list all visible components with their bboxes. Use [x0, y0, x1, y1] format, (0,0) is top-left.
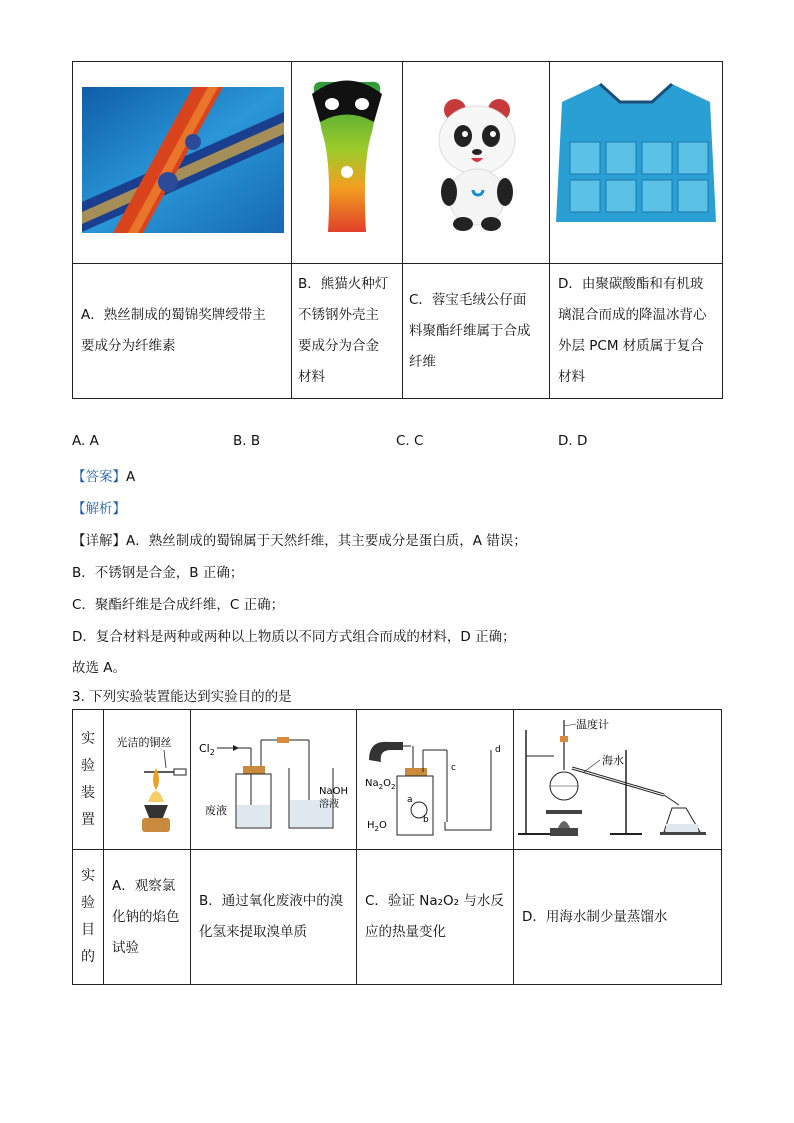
label-d: d — [495, 745, 501, 755]
option-d-line-4: 材料 — [558, 369, 585, 385]
cl2-subscript: 2 — [209, 748, 215, 757]
label-c: c — [451, 763, 456, 773]
seawater-label: 海水 — [602, 754, 624, 767]
purpose-d-cell — [514, 850, 722, 985]
option-b-line-4: 材料 — [298, 369, 325, 385]
na2o2-label — [365, 778, 395, 791]
purpose-a-cell — [104, 850, 191, 985]
o-subscript: 2 — [390, 783, 396, 791]
detail-text-1: A．熟丝制成的蜀锦属于天然纤维，其主要成分是蛋白质，A 错误； — [126, 533, 527, 549]
option-d-cell — [550, 264, 723, 399]
option-b-line-1: B．熊猫火种灯 — [298, 276, 389, 292]
option-b-line-2: 不锈钢外壳主 — [298, 307, 379, 323]
image-cell-b — [292, 62, 403, 264]
label-a: a — [407, 795, 413, 805]
answer-line — [72, 465, 135, 485]
apparatus-b-cell — [191, 710, 357, 850]
option-a-line-1: A．熟丝制成的蜀锦奖牌绶带主 — [81, 307, 266, 323]
copper-wire-label: 光洁的铜丝 — [116, 736, 172, 749]
detail-label: 【详解】 — [72, 533, 126, 549]
answer-label: 【答案】 — [72, 469, 126, 485]
header-char: 装 — [81, 784, 95, 801]
thermometer-label: 温度计 — [576, 718, 609, 731]
option-d-line-1: D．由聚碳酸酯和有机玻 — [558, 276, 704, 292]
option-b-cell — [292, 264, 403, 399]
naoh-solution-label: 溶液 — [319, 799, 339, 810]
option-a-line-2: 要成分为纤维素 — [81, 338, 176, 354]
purpose-c-line-2: 应的热量变化 — [365, 924, 446, 940]
detail-line-1 — [72, 529, 527, 549]
waste-label: 废液 — [205, 804, 227, 817]
h-text: H — [367, 820, 375, 831]
naoh-label: NaOH — [319, 786, 348, 797]
label-b: b — [423, 815, 429, 825]
answer-value: A — [126, 469, 136, 485]
apparatus-d-cell — [514, 710, 722, 850]
rongbao-plush-toy-image — [403, 62, 549, 259]
option-a-cell — [73, 264, 292, 399]
question-3-title: 3. 下列实验装置能达到实验目的的是 — [72, 689, 292, 705]
purpose-c-line-1: C．验证 Na₂O₂ 与水反 — [365, 893, 504, 909]
option-d-line-3: 外层 PCM 材质属于复合 — [558, 338, 704, 354]
option-c-cell — [403, 264, 550, 399]
purpose-a-line-2: 化钠的焰色 — [112, 908, 180, 925]
choice-a: A. A — [72, 433, 99, 449]
q2-options-table — [72, 61, 723, 399]
h2o-label — [367, 820, 387, 833]
apparatus-a-cell — [104, 710, 191, 850]
detail-line-2: B．不锈钢是合金，B 正确； — [72, 565, 244, 581]
option-c-line-3: 纤维 — [409, 353, 436, 370]
na2o2-water-apparatus — [357, 710, 513, 845]
h2o-o-text: O — [379, 820, 387, 831]
header-char: 置 — [81, 811, 95, 828]
option-d-line-2: 璃混合而成的降温冰背心 — [558, 307, 707, 323]
image-cell-d — [550, 62, 723, 264]
purpose-a-line-3: 试验 — [112, 939, 139, 956]
option-c-line-1: C．蓉宝毛绒公仔面 — [409, 291, 527, 308]
cl2-label — [199, 742, 215, 757]
detail-line-4: D．复合材料是两种或两种以上物质以不同方式组合而成的材料，D 正确； — [72, 629, 516, 645]
flame-test-apparatus — [104, 710, 190, 845]
panda-torch-lamp-image — [292, 62, 402, 259]
option-c-line-2: 料聚酯纤维属于合成 — [409, 322, 531, 339]
header-char: 的 — [81, 949, 95, 965]
choice-c: C. C — [396, 433, 424, 449]
o-text: O — [383, 778, 391, 789]
cooling-vest-image — [550, 62, 722, 259]
distillation-apparatus — [514, 710, 721, 845]
cl2-text: Cl — [199, 742, 210, 755]
header-char: 验 — [81, 757, 95, 774]
purpose-d-line-1: D．用海水制少量蒸馏水 — [522, 908, 668, 925]
choice-b: B. B — [233, 433, 261, 449]
choice-d: D. D — [558, 433, 588, 449]
image-cell-a — [73, 62, 292, 264]
header-char: 实 — [81, 868, 95, 884]
row-header-apparatus — [73, 710, 104, 850]
q3-apparatus-table — [72, 709, 722, 985]
row-header-purpose — [73, 850, 104, 985]
option-b-line-3: 要成分为合金 — [298, 338, 379, 354]
apparatus-c-cell — [357, 710, 514, 850]
h-subscript: 2 — [374, 825, 379, 833]
image-cell-c — [403, 62, 550, 264]
bromine-extraction-apparatus — [191, 710, 356, 845]
purpose-b-line-1: B．通过氧化废液中的溴 — [199, 893, 344, 909]
purpose-a-line-1: A．观察氯 — [112, 877, 176, 894]
medal-ribbon-image — [73, 62, 291, 259]
purpose-c-cell — [357, 850, 514, 985]
conclusion-line: 故选 A。 — [72, 660, 127, 676]
purpose-b-line-2: 化氢来提取溴单质 — [199, 924, 307, 940]
na-text: Na — [365, 778, 379, 789]
header-char: 实 — [81, 730, 95, 747]
detail-line-3: C．聚酯纤维是合成纤维，C 正确； — [72, 597, 285, 613]
header-char: 验 — [81, 895, 95, 911]
header-char: 目 — [81, 922, 95, 938]
analysis-label: 【解析】 — [72, 501, 126, 517]
na-subscript: 2 — [378, 783, 384, 791]
purpose-b-cell — [191, 850, 357, 985]
